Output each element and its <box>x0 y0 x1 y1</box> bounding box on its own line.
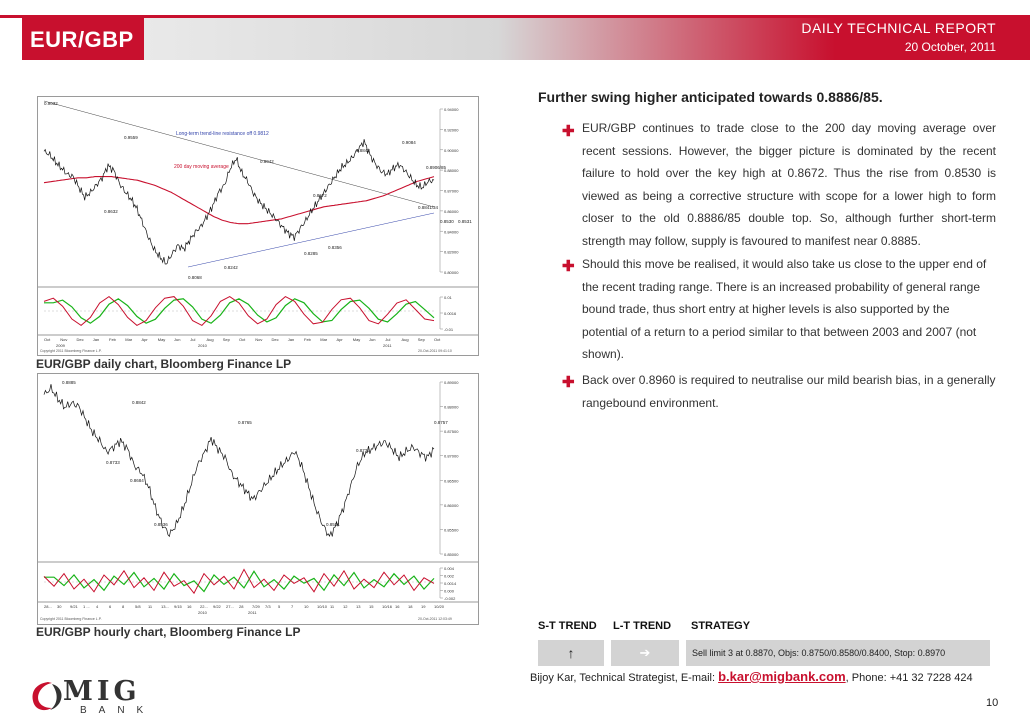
contact-suffix: , Phone: +41 32 7228 424 <box>845 672 973 684</box>
daily-x-label: Dec <box>76 337 84 342</box>
hourly-x-label: 1 ... <box>83 604 90 609</box>
daily-price-annotation: 0.8942 <box>260 159 274 164</box>
hourly-x-label: 28 <box>239 604 244 609</box>
hourly-price-annotation: 0.8536 <box>154 522 168 527</box>
analysis-bullet-1: EUR/GBP continues to trade close to the 200 day moving average over recent sessions. However, the bigger picture is dominated by the recent failure to hold over the key high at 0.8672. Thus the rise from 0.8530 is viewed as being a corrective structure with scope for a lower high to form closer to the old 0.8886/85 double top. So, although further short-term strength may follow, supply is favoured to manifest near 0.8885. <box>582 121 996 248</box>
hourly-x-label: 13 <box>356 604 361 609</box>
y-tick-label: 0.002 <box>444 573 455 579</box>
y-tick-label: 0.000 <box>444 588 455 594</box>
daily-x-label: Dec <box>271 337 279 342</box>
daily-x-label: May <box>157 337 166 342</box>
daily-x-label: Apr <box>336 337 343 342</box>
y-tick-label: 0.86500 <box>444 478 459 484</box>
hourly-x-label: 5 <box>278 604 281 609</box>
daily-year-label: 2009 <box>56 343 65 348</box>
daily-x-label: Feb <box>109 337 116 342</box>
hourly-x-label: 4 <box>96 604 99 609</box>
daily-annotation-label: Long-term trend-line resistance off 0.9812 <box>176 131 269 137</box>
analysis-headline: Further swing higher anticipated towards 0.8886/85. <box>538 89 883 105</box>
analysis-bullet-3: Back over 0.8960 is required to neutralise our mild bearish bias, in a generally rangebound environment. <box>582 373 996 410</box>
bullet-cross-icon: ✚ <box>562 374 575 391</box>
hourly-x-label: 10/16 <box>382 604 393 609</box>
hourly-x-label: 16 <box>395 604 400 609</box>
hourly-x-label: 10/10 <box>317 604 328 609</box>
hourly-x-label: 19 <box>421 604 426 609</box>
daily-x-label: Jan <box>287 337 295 342</box>
daily-chart-caption: EUR/GBP daily chart, Bloomberg Finance LP <box>36 357 292 371</box>
contact-email-link[interactable]: b.kar@migbank.com <box>718 669 846 684</box>
bullet-cross-icon: ✚ <box>562 123 575 140</box>
hourly-x-label: 22... <box>200 604 208 609</box>
hourly-x-label: 9/22 <box>213 604 221 609</box>
y-tick-label: 0.87500 <box>444 429 459 435</box>
hourly-price-annotation: 0.8885 <box>62 380 76 385</box>
hourly-x-label: 7 <box>291 604 294 609</box>
report-title: DAILY TECHNICAL REPORT <box>801 20 996 36</box>
daily-price-annotation: 0.8906/85 <box>426 165 447 170</box>
y-tick-label: 0.01 <box>444 295 452 300</box>
daily-x-label: Nov <box>60 337 68 342</box>
daily-timestamp: 20-Oct-2011 09:41:10 <box>418 349 452 353</box>
daily-price-annotation: 0.8285 <box>304 251 318 256</box>
daily-x-label: Sep <box>417 337 425 342</box>
hourly-x-label: 5/8 <box>135 604 141 609</box>
daily-price-annotation: 0.8843 <box>356 148 370 153</box>
mig-logo-bank-text: BANK <box>80 705 156 716</box>
hourly-price-annotation: 0.8765 <box>238 420 252 425</box>
daily-price-annotation: 0.8242 <box>224 265 238 270</box>
hourly-x-label: 13... <box>161 604 169 609</box>
daily-x-label: Aug <box>206 337 214 342</box>
bullet-cross-icon: ✚ <box>562 258 575 275</box>
contact-prefix: Bijoy Kar, Technical Strategist, E-mail: <box>530 672 719 684</box>
daily-price-annotation: 0.9084 <box>402 140 416 145</box>
y-tick-label: 0.89000 <box>444 380 459 385</box>
mig-logo-text: MIG <box>63 676 141 707</box>
daily-x-label: May <box>352 337 361 342</box>
strategy-header: STRATEGY <box>691 620 751 632</box>
y-tick-label: 0.87000 <box>444 188 459 194</box>
daily-x-label: Oct <box>434 337 441 342</box>
hourly-x-label: 7/29 <box>252 604 260 609</box>
hourly-timestamp: 20-Oct-2011 12:03:49 <box>418 617 452 621</box>
hourly-x-label: 11 <box>330 604 335 609</box>
y-tick-label: 0.88000 <box>444 404 459 410</box>
hourly-x-label: 6 <box>109 604 112 609</box>
hourly-x-label: 12 <box>343 604 348 609</box>
y-tick-label: 0.87000 <box>444 453 459 459</box>
daily-x-label: Jan <box>92 337 100 342</box>
st-trend-up-arrow-icon: ↑ <box>538 640 604 666</box>
hourly-x-label: 9/21 <box>70 604 78 609</box>
lt-trend-header: L-T TREND <box>613 620 672 632</box>
y-tick-label: -0.002 <box>444 596 456 601</box>
hourly-x-label: 16 <box>187 604 192 609</box>
daily-price-annotation: 0.9032 <box>44 101 58 106</box>
hourly-price-annotation: 0.8735 <box>356 448 370 453</box>
daily-year-label: 2011 <box>383 343 392 348</box>
daily-x-label: Mar <box>125 337 133 342</box>
pair-title: EUR/GBP <box>30 27 134 52</box>
hourly-x-label: 10 <box>304 604 309 609</box>
report-date: 20 October, 2011 <box>904 40 996 54</box>
daily-price-annotation: 0.8068 <box>188 275 202 280</box>
daily-chart <box>37 96 479 356</box>
hourly-year-label: 2010 <box>198 610 207 615</box>
hourly-x-label: 10/20 <box>434 604 445 609</box>
daily-copyright: Copyright 2011 Bloomberg Finance L.P. <box>40 349 102 353</box>
y-tick-label: 0.85500 <box>444 527 459 533</box>
hourly-price-annotation: 0.8531 <box>326 522 340 527</box>
daily-chart-svg <box>38 97 478 355</box>
daily-x-label: Jul <box>385 337 391 342</box>
hourly-price-annotation: 0.8733 <box>106 460 120 465</box>
y-tick-label: 0.86000 <box>444 502 459 508</box>
hourly-chart <box>37 373 479 625</box>
daily-x-label: Apr <box>141 337 148 342</box>
hourly-x-label: 7/3 <box>265 604 271 609</box>
daily-x-label: Nov <box>255 337 263 342</box>
y-tick-label: 0.84000 <box>444 229 459 235</box>
y-tick-label: 0.0016 <box>444 311 457 316</box>
hourly-x-label: 9/15 <box>174 604 182 609</box>
daily-price-annotation: 0.8672 <box>313 193 327 198</box>
daily-annotation-label: 200 day moving average <box>174 164 229 170</box>
daily-x-label: Jun <box>369 337 376 342</box>
st-trend-header: S-T TREND <box>538 620 597 632</box>
daily-x-label: Aug <box>401 337 409 342</box>
hourly-price-annotation: 0.8757 <box>434 420 448 425</box>
daily-price-annotation: 0.8531 <box>458 219 472 224</box>
contact-line <box>530 669 973 684</box>
daily-price-annotation: 0.8632 <box>104 209 118 214</box>
hourly-price-annotation: 0.8684 <box>130 478 144 483</box>
y-tick-label: 0.85000 <box>444 552 459 557</box>
y-tick-label: 0.0014 <box>444 581 457 586</box>
hourly-x-label: 11 <box>148 604 153 609</box>
y-tick-label: 0.90000 <box>444 147 459 153</box>
mig-logo-swoosh-icon <box>28 678 68 714</box>
hourly-x-label: 27... <box>226 604 234 609</box>
hourly-x-label: 18 <box>408 604 413 609</box>
daily-price-annotation: 0.8356 <box>328 245 342 250</box>
y-tick-label: -0.01 <box>444 327 454 332</box>
daily-x-label: Oct <box>44 337 51 342</box>
y-tick-label: 0.92000 <box>444 127 459 133</box>
hourly-chart-svg <box>38 374 478 624</box>
hourly-x-label: 15 <box>369 604 374 609</box>
daily-year-label: 2010 <box>198 343 207 348</box>
strategy-cell: Sell limit 3 at 0.8870, Objs: 0.8750/0.8580/0.8400, Stop: 0.8970 <box>686 640 990 666</box>
daily-price-annotation: 0.8841/34 <box>418 205 439 210</box>
daily-x-label: Oct <box>239 337 246 342</box>
y-tick-label: 0.88000 <box>444 168 459 174</box>
y-tick-label: 0.004 <box>444 566 455 571</box>
lt-trend-right-arrow-icon: ➔ <box>611 640 679 666</box>
hourly-x-label: 8 <box>122 604 125 609</box>
y-tick-label: 0.86000 <box>444 208 459 214</box>
page-number: 10 <box>986 697 999 709</box>
hourly-copyright: Copyright 2011 Bloomberg Finance L.P. <box>40 617 102 621</box>
daily-x-label: Jun <box>174 337 181 342</box>
hourly-price-annotation: 0.8842 <box>132 400 146 405</box>
hourly-chart-caption: EUR/GBP hourly chart, Bloomberg Finance LP <box>36 625 301 639</box>
daily-x-label: Mar <box>320 337 328 342</box>
hourly-x-label: 28... <box>44 604 52 609</box>
y-tick-label: 0.82000 <box>444 249 459 255</box>
daily-price-annotation: 0.9559 <box>124 135 138 140</box>
hourly-year-label: 2011 <box>248 610 257 615</box>
daily-x-label: Sep <box>222 337 230 342</box>
daily-x-label: Feb <box>304 337 311 342</box>
daily-x-label: Jul <box>190 337 196 342</box>
y-tick-label: 0.80000 <box>444 270 459 275</box>
daily-price-annotation: 0.8530 <box>440 219 454 224</box>
analysis-bullet-2: Should this move be realised, it would also take us close to the upper end of the recent trading range. There is an increased probability of general range bound trade, thus short entry at higher levels is also supported by the potential of a return to a period similar to that between 2003 and 2007 (not shown). <box>582 257 987 362</box>
hourly-x-label: 30 <box>57 604 62 609</box>
y-tick-label: 0.94000 <box>444 107 459 112</box>
